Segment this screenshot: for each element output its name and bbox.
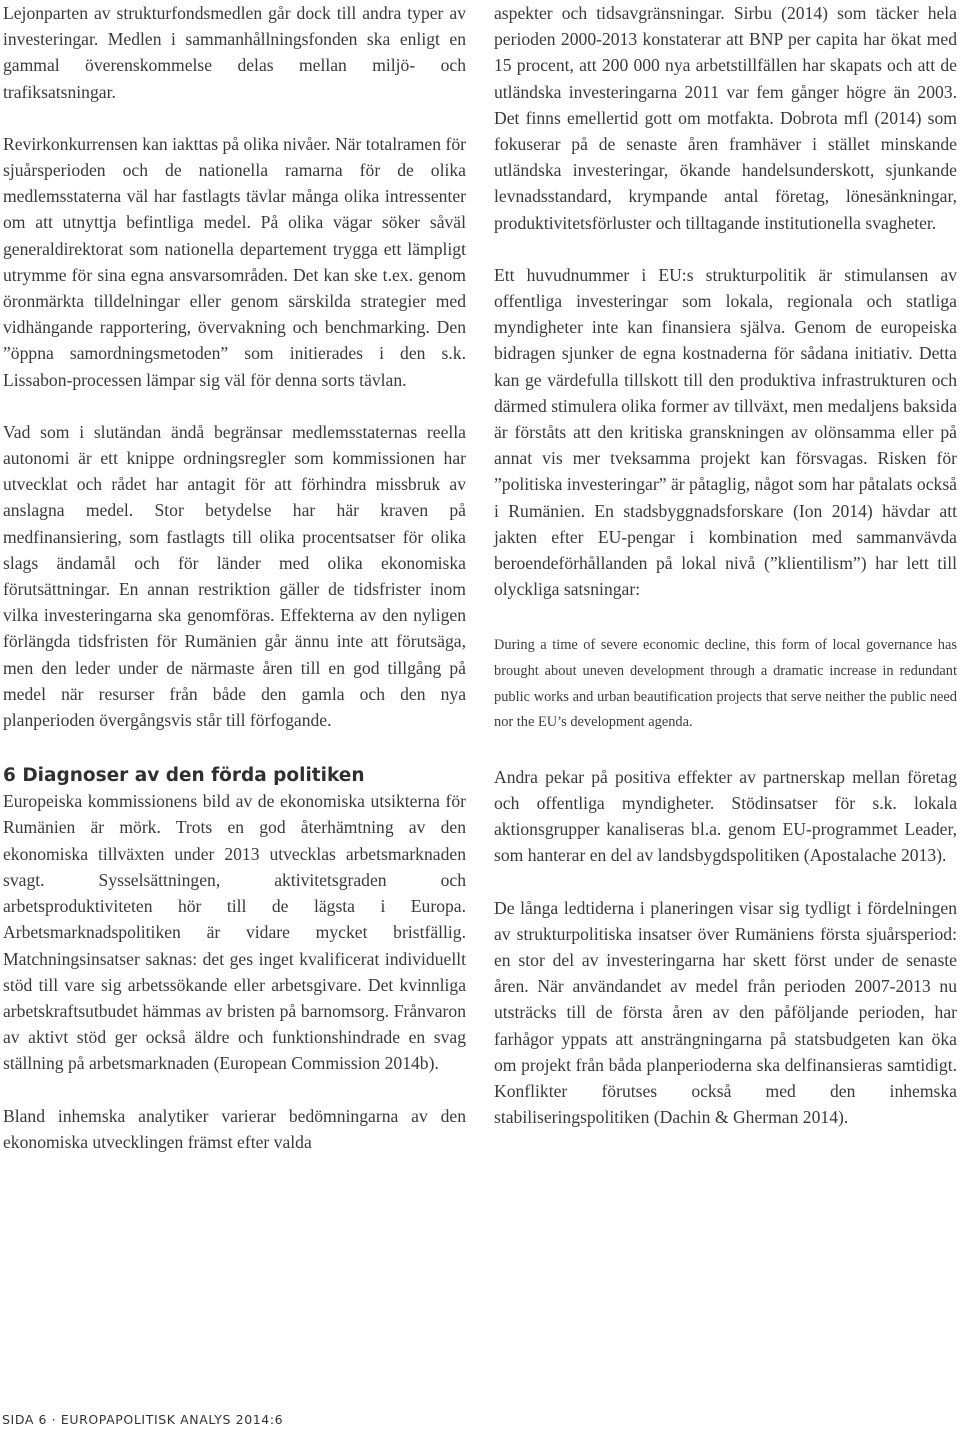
- section-heading: 6 Diagnoser av den förda politiken: [3, 765, 365, 787]
- paragraph: De långa ledtiderna i planeringen visar sig tydligt i fördelningen av strukturpolitiska insatser över Rumäniens första sjuårsperiod: en stor del av investeringarna har skett först under de senaste åren. När användandet av medel från perioden 2007-2013 nu utsträcks till de första åren av den påföljande perioden, har farhågor yppats att ansträngningarna på statsbudgeten kan öka om projekt från båda planperioderna ska delfinansieras samtidigt. Konflikter förutses också med den inhemska stabiliseringspolitiken (Dachin & Gherman 2014).: [494, 897, 957, 1128]
- left-column: [3, 0, 466, 1155]
- paragraph: Ett huvudnummer i EU:s strukturpolitik är stimulansen av offentliga investeringar som lokala, regionala och statliga myndigheter inte kan finansiera själva. Genom de europeiska bidragen sjunker de egna kostnaderna för sådana initiativ. Detta kan ge värdefulla tillskott till den produktiva infrastrukturen och därmed stimulera olika former av tillväxt, men medaljens baksida är förståts att den kritiska granskningen av olönsamma eller på annat vis mer tveksamma projekt kan försvagas. Risken för ”politiska investeringar” är påtaglig, något som har påtalats också i Rumänien. En stadsbyggnadsforskare (Ion 2014) hävdar att jakten efter EU-pengar i kombination med sammanvävda beroendeförhållanden på lokal nivå (”klientilism”) har lett till olyckliga satsningar:: [494, 264, 957, 600]
- paragraph: Bland inhemska analytiker varierar bedömningarna av den ekonomiska utvecklingen främst efter valda: [3, 1105, 466, 1152]
- paragraph: Vad som i slutändan ändå begränsar medlemsstaternas reella autonomi är ett knippe ordningsregler som kommissionen har utvecklat och rådet har antagit för att förhindra missbruk av anslagna medel. Stor betydelse har här kraven på medfinansiering, som fastlagts till olika procentsatser för olika slags ändamål och för länder med olika ekonomiska förutsättningar. En annan restriktion gäller de tidsfrister inom vilka investeringarna ska genomföras. Effekterna av den nyligen förlängda tidsfristen för Rumänien går ännu inte att förutsäga, men den leder under de närmaste åren till en god tillgång på medel när resurser från både den gamla och den nya planperioden övergångsvis står till förfogande.: [3, 421, 466, 731]
- right-column: [494, 0, 957, 1130]
- paragraph: Lejonparten av strukturfondsmedlen går dock till andra typer av investeringar. Medlen i sammanhållningsfonden ska enligt en gammal överenskommelse delas mellan miljö- och trafiksatsningar.: [3, 3, 466, 102]
- block-quote: During a time of severe economic decline, this form of local governance has brought about uneven development through a dramatic increase in redundant public works and urban beautification projects that serve neither the public need nor the EU’s development agenda.: [494, 637, 957, 731]
- paragraph: Andra pekar på positiva effekter av partnerskap mellan företag och offentliga myndigheter. Stödinsatser för s.k. lokala aktionsgrupper kanaliseras bl.a. genom EU-programmet Leader, som hanterar en del av landsbygdspolitiken (Apostalache 2013).: [494, 766, 957, 866]
- paragraph: Revirkonkurrensen kan iakttas på olika nivåer. När totalramen för sjuårsperioden och de nationella ramarna för de olika medlemsstaterna väl har fastlagts tävlar många olika intressenter om att utnyttja befintliga medel. På olika vägar söker såväl generaldirektorat som nationella departement trygga ett lämpligt utrymme för sina egna ansvarsområden. Det kan ske t.ex. genom öronmärkta tilldelningar eller genom särskilda strategier med vidhängande rapportering, övervakning och benchmarking. Den ”öppna samordningsmetoden” som initierades i den s.k. Lissabon-processen lämpar sig väl för denna sorts tävlan.: [3, 133, 466, 390]
- paragraph: aspekter och tidsavgränsningar. Sirbu (2014) som täcker hela perioden 2000-2013 konstaterar att BNP per capita har ökat med 15 procent, att 200 000 nya arbetstillfällen har skapats och att de utländska investeringarna 2011 var fem gånger högre än 2003. Det finns emellertid gott om motfakta. Dobrota mfl (2014) som fokuserar på de senaste åren framhäver i stället minskande utländska investeringar, ökande handelsunderskott, sjunkande levnadsstandard, krympande antal företag, lönesänkningar, produktivitetsförluster och tilltagande institutionella svagheter.: [494, 3, 957, 233]
- page-footer: SIDA 6 · EUROPAPOLITISK ANALYS 2014:6: [2, 1412, 284, 1427]
- paragraph: Europeiska kommissionens bild av de ekonomiska utsikterna för Rumänien är mörk. Trots en god återhämtning av den ekonomiska tillväxten under 2013 utvecklas arbetsmarknaden svagt. Sysselsättningen, aktivitetsgraden och arbetsproduktiviteten hör till de lägsta i Europa. Arbetsmarknadspolitiken är vidare mycket bristfällig. Matchningsinsatser saknas: det ges inget kvalificerat individuellt stöd till vare sig arbetssökande eller arbetsgivare. Det kvinnliga arbetskraftsutbudet hämmas av bristen på barnomsorg. Frånvaron av aktivt stöd ger också äldre och funktionshindrade en svag ställning på arbetsmarknaden (European Commission 2014b).: [3, 791, 466, 1074]
